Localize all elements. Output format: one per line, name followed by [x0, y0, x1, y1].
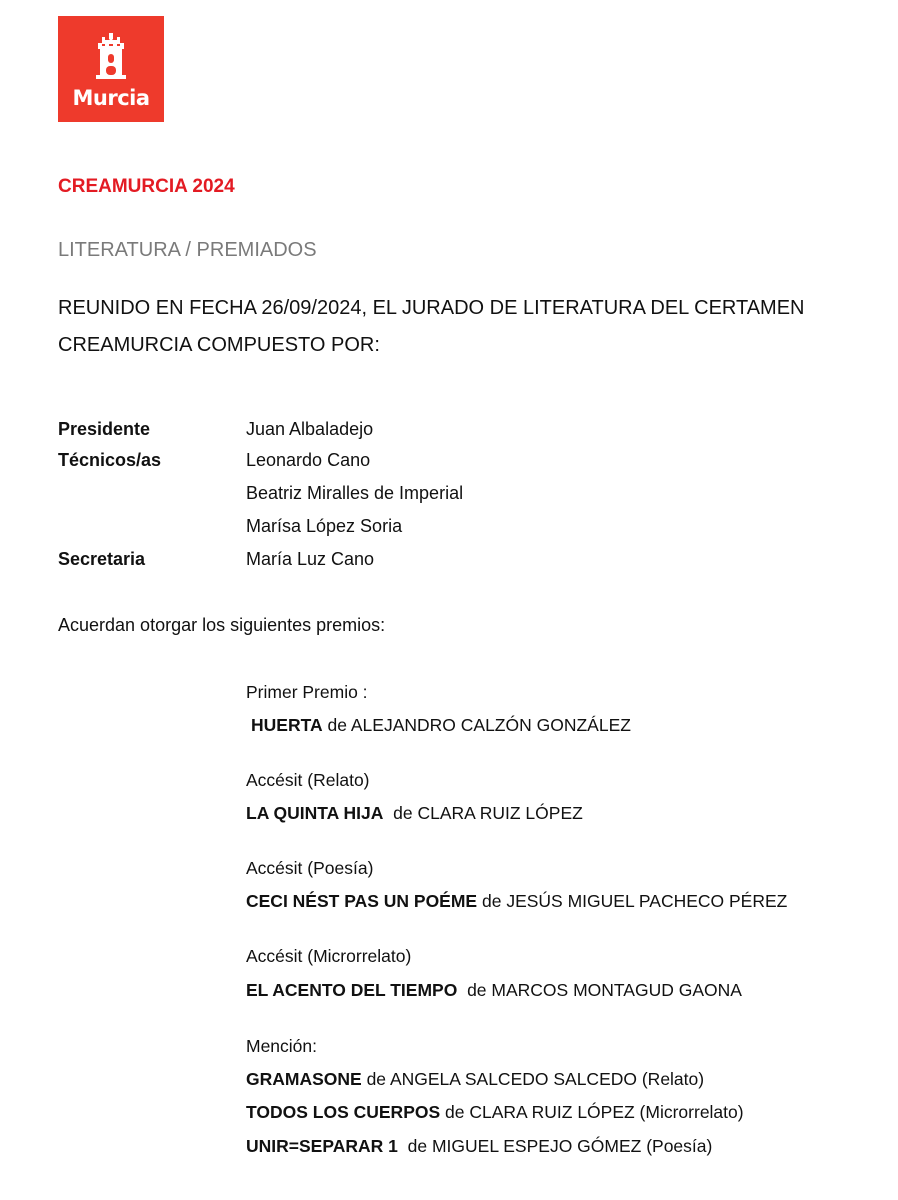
- award-connector: de: [393, 803, 413, 823]
- intro-line-1: REUNIDO EN FECHA 26/09/2024, EL JURADO DE LITERATURA DEL CERTAMEN: [58, 297, 805, 319]
- jury-role: Secretaria: [58, 549, 146, 569]
- award-author: ALEJANDRO CALZÓN GONZÁLEZ: [350, 715, 631, 735]
- award-connector: de: [407, 1136, 428, 1156]
- award-author: CLARA RUIZ LÓPEZ (Microrrelato): [469, 1102, 744, 1122]
- award-category: Accésit (Poesía): [246, 858, 374, 878]
- award-category: Accésit (Relato): [246, 770, 370, 790]
- award-work: UNIR=SEPARAR 1: [246, 1136, 398, 1156]
- jury-name: Beatriz Miralles de Imperial: [246, 483, 464, 503]
- award-author: JESÚS MIGUEL PACHECO PÉREZ: [506, 891, 788, 911]
- award-entry: [246, 803, 583, 824]
- castle-tower-icon: [58, 16, 164, 86]
- award-category: Mención:: [246, 1036, 318, 1056]
- award-connector: de: [481, 891, 502, 911]
- award-work: LA QUINTA HIJA: [246, 803, 384, 823]
- award-entry: [246, 1102, 744, 1123]
- award-entry: [246, 980, 742, 1001]
- award-work: CECI NÉST PAS UN POÉME: [246, 891, 478, 911]
- award-category: Primer Premio :: [246, 682, 368, 702]
- award-work: TODOS LOS CUERPOS: [246, 1102, 441, 1122]
- murcia-logo: [58, 16, 164, 122]
- jury-name: Juan Albaladejo: [246, 419, 374, 439]
- jury-name: Marísa López Soria: [246, 516, 403, 536]
- award-entry: [246, 891, 787, 912]
- award-connector: de: [327, 715, 347, 735]
- intro-line-2: CREAMURCIA COMPUESTO POR:: [58, 334, 380, 356]
- page-title: CREAMURCIA 2024: [58, 176, 235, 197]
- award-category: Accésit (Microrrelato): [246, 946, 412, 966]
- logo-text: Murcia: [72, 86, 150, 110]
- intro-paragraph: [58, 290, 878, 364]
- award-work: GRAMASONE: [246, 1069, 362, 1089]
- award-entry: [246, 1136, 712, 1157]
- award-entry: [246, 1069, 704, 1090]
- award-connector: de: [366, 1069, 387, 1089]
- award-work: EL ACENTO DEL TIEMPO: [246, 980, 458, 1000]
- page-subtitle: LITERATURA / PREMIADOS: [58, 239, 317, 261]
- award-connector: de: [467, 980, 487, 1000]
- award-author: MARCOS MONTAGUD GAONA: [491, 980, 742, 1000]
- jury-name: Leonardo Cano: [246, 450, 371, 470]
- award-work: HUERTA: [251, 715, 323, 735]
- award-author: ANGELA SALCEDO SALCEDO (Relato): [389, 1069, 705, 1089]
- awards-lead: Acuerdan otorgar los siguientes premios:: [58, 615, 386, 635]
- award-entry: [251, 715, 631, 736]
- award-connector: de: [445, 1102, 465, 1122]
- jury-role: Presidente: [58, 419, 151, 439]
- award-author: CLARA RUIZ LÓPEZ: [417, 803, 583, 823]
- jury-name: María Luz Cano: [246, 549, 375, 569]
- award-author: MIGUEL ESPEJO GÓMEZ (Poesía): [431, 1136, 713, 1156]
- jury-role: Técnicos/as: [58, 450, 162, 470]
